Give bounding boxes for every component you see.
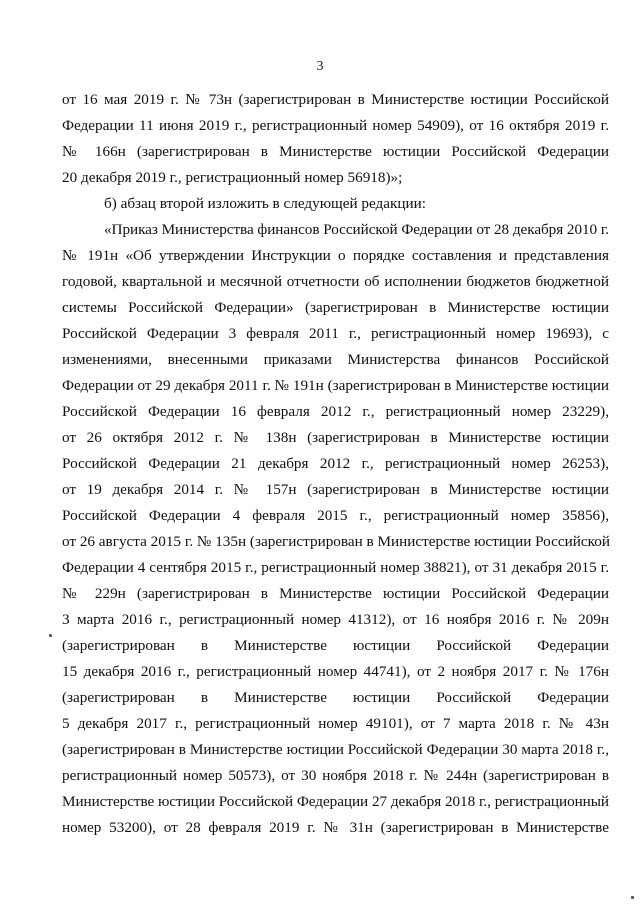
text-line-9: системы Российской Федерации» (зарегистрирован в Министерстве юстиции [62,299,609,316]
text-line-4: 20 декабря 2019 г., регистрационный номер 56918)»; [62,169,403,186]
text-line-28: Министерстве юстиции Российской Федерации 27 декабря 2018 г., регистрационный [62,793,609,810]
text-line-1: от 16 мая 2019 г. № 73н (зарегистрирован в Министерстве юстиции Российской [62,91,609,108]
text-line-17: Российской Федерации 4 февраля 2015 г., регистрационный номер 35856), [62,507,609,524]
text-line-14: от 26 октября 2012 г. № 138н (зарегистрирован в Министерстве юстиции [62,429,609,446]
text-line-15: Российской Федерации 21 декабря 2012 г., регистрационный номер 26253), [62,455,609,472]
text-line-13: Российской Федерации 16 февраля 2012 г., регистрационный номер 23229), [62,403,609,420]
text-line-16: от 19 декабря 2014 г. № 157н (зарегистрирован в Министерстве юстиции [62,481,609,498]
text-line-7: № 191н «Об утверждении Инструкции о порядке составления и представления [62,247,609,264]
text-line-21: 3 марта 2016 г., регистрационный номер 41312), от 16 ноября 2016 г. № 209н [62,611,609,628]
text-line-25: 5 декабря 2017 г., регистрационный номер 49101), от 7 марта 2018 г. № 43н [62,715,609,732]
text-line-8: годовой, квартальной и месячной отчетности об исполнении бюджетов бюджетной [62,273,609,290]
text-line-6: «Приказ Министерства финансов Российской Федерации от 28 декабря 2010 г. [104,221,610,238]
text-line-20: № 229н (зарегистрирован в Министерстве юстиции Российской Федерации [62,585,609,602]
text-line-27: регистрационный номер 50573), от 30 ноября 2018 г. № 244н (зарегистрирован в [62,767,609,784]
text-line-2: Федерации 11 июня 2019 г., регистрационный номер 54909), от 16 октября 2019 г. [62,117,609,134]
text-line-12: Федерации от 29 декабря 2011 г. № 191н (зарегистрирован в Министерстве юстиции [62,377,609,394]
text-line-18: от 26 августа 2015 г. № 135н (зарегистрирован в Министерстве юстиции Российской [62,533,610,550]
text-line-23: 15 декабря 2016 г., регистрационный номер 44741), от 2 ноября 2017 г. № 176н [62,663,609,680]
text-line-24: (зарегистрирован в Министерстве юстиции Российской Федерации [62,689,609,706]
text-line-5: б) абзац второй изложить в следующей редакции: [104,195,426,212]
page-number: 3 [316,59,324,74]
text-line-22: (зарегистрирован в Министерстве юстиции Российской Федерации [62,637,609,654]
text-line-26: (зарегистрирован в Министерстве юстиции Российской Федерации 30 марта 2018 г., [62,741,609,758]
scan-speck [49,634,52,637]
text-line-10: Российской Федерации 3 февраля 2011 г., регистрационный номер 19693), с [62,325,609,342]
text-line-11: изменениями, внесенными приказами Министерства финансов Российской [62,351,609,368]
text-line-19: Федерации 4 сентября 2015 г., регистрационный номер 38821), от 31 декабря 2015 г. [62,559,609,576]
text-line-3: № 166н (зарегистрирован в Министерстве юстиции Российской Федерации [62,143,609,160]
scan-speck [631,896,634,899]
text-line-29: номер 53200), от 28 февраля 2019 г. № 31н (зарегистрирован в Министерстве [62,819,609,836]
